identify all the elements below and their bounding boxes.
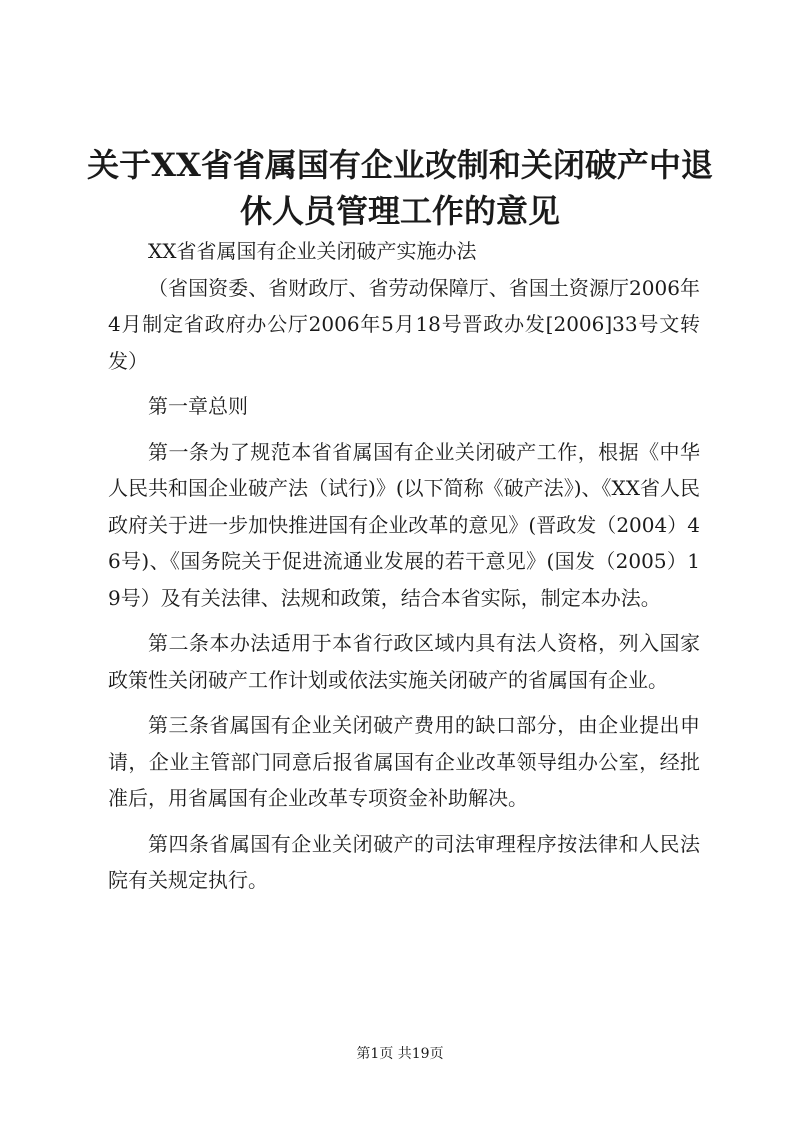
page-number-footer: 第1页 共19页: [356, 1046, 444, 1062]
article-4-paragraph: 第四条省属国有企业关闭破产的司法审理程序按法律和人民法院有关规定执行。: [108, 831, 700, 892]
document-title: [80, 142, 720, 234]
article-2-paragraph: 第二条本办法适用于本省行政区域内具有法人资格，列入国家政策性关闭破产工作计划或依法实施关闭破产的省属国有企业。: [108, 631, 700, 692]
title-line-2: 休人员管理工作的意见: [239, 192, 560, 230]
document-body: [108, 233, 700, 899]
subtitle-paragraph: XX省省属国有企业关闭破产实施办法: [148, 239, 477, 263]
chapter-heading: 第一章总则: [148, 394, 248, 418]
article-1-paragraph: 第一条为了规范本省省属国有企业关闭破产工作，根据《中华人民共和国企业破产法（试行)》(以下简称《破产法》)、《XX省人民政府关于进一步加快推进国有企业改革的意见》(晋政发（2004）46号)、《国务院关于促进流通业发展的若干意见》(国发（2005）19号）及有关法律、法规和政策，结合本省实际，制定本办法。: [108, 439, 700, 610]
article-3-paragraph: 第三条省属国有企业关闭破产费用的缺口部分，由企业提出申请，企业主管部门同意后报省属国有企业改革领导组办公室，经批准后，用省属国有企业改革专项资金补助解决。: [108, 713, 700, 810]
issuer-note-paragraph: （省国资委、省财政厅、省劳动保障厅、省国土资源厅2006年4月制定省政府办公厅2006年5月18号晋政办发[2006]33号文转发）: [108, 275, 700, 373]
title-line-1: 关于XX省省属国有企业改制和关闭破产中退: [87, 146, 713, 184]
